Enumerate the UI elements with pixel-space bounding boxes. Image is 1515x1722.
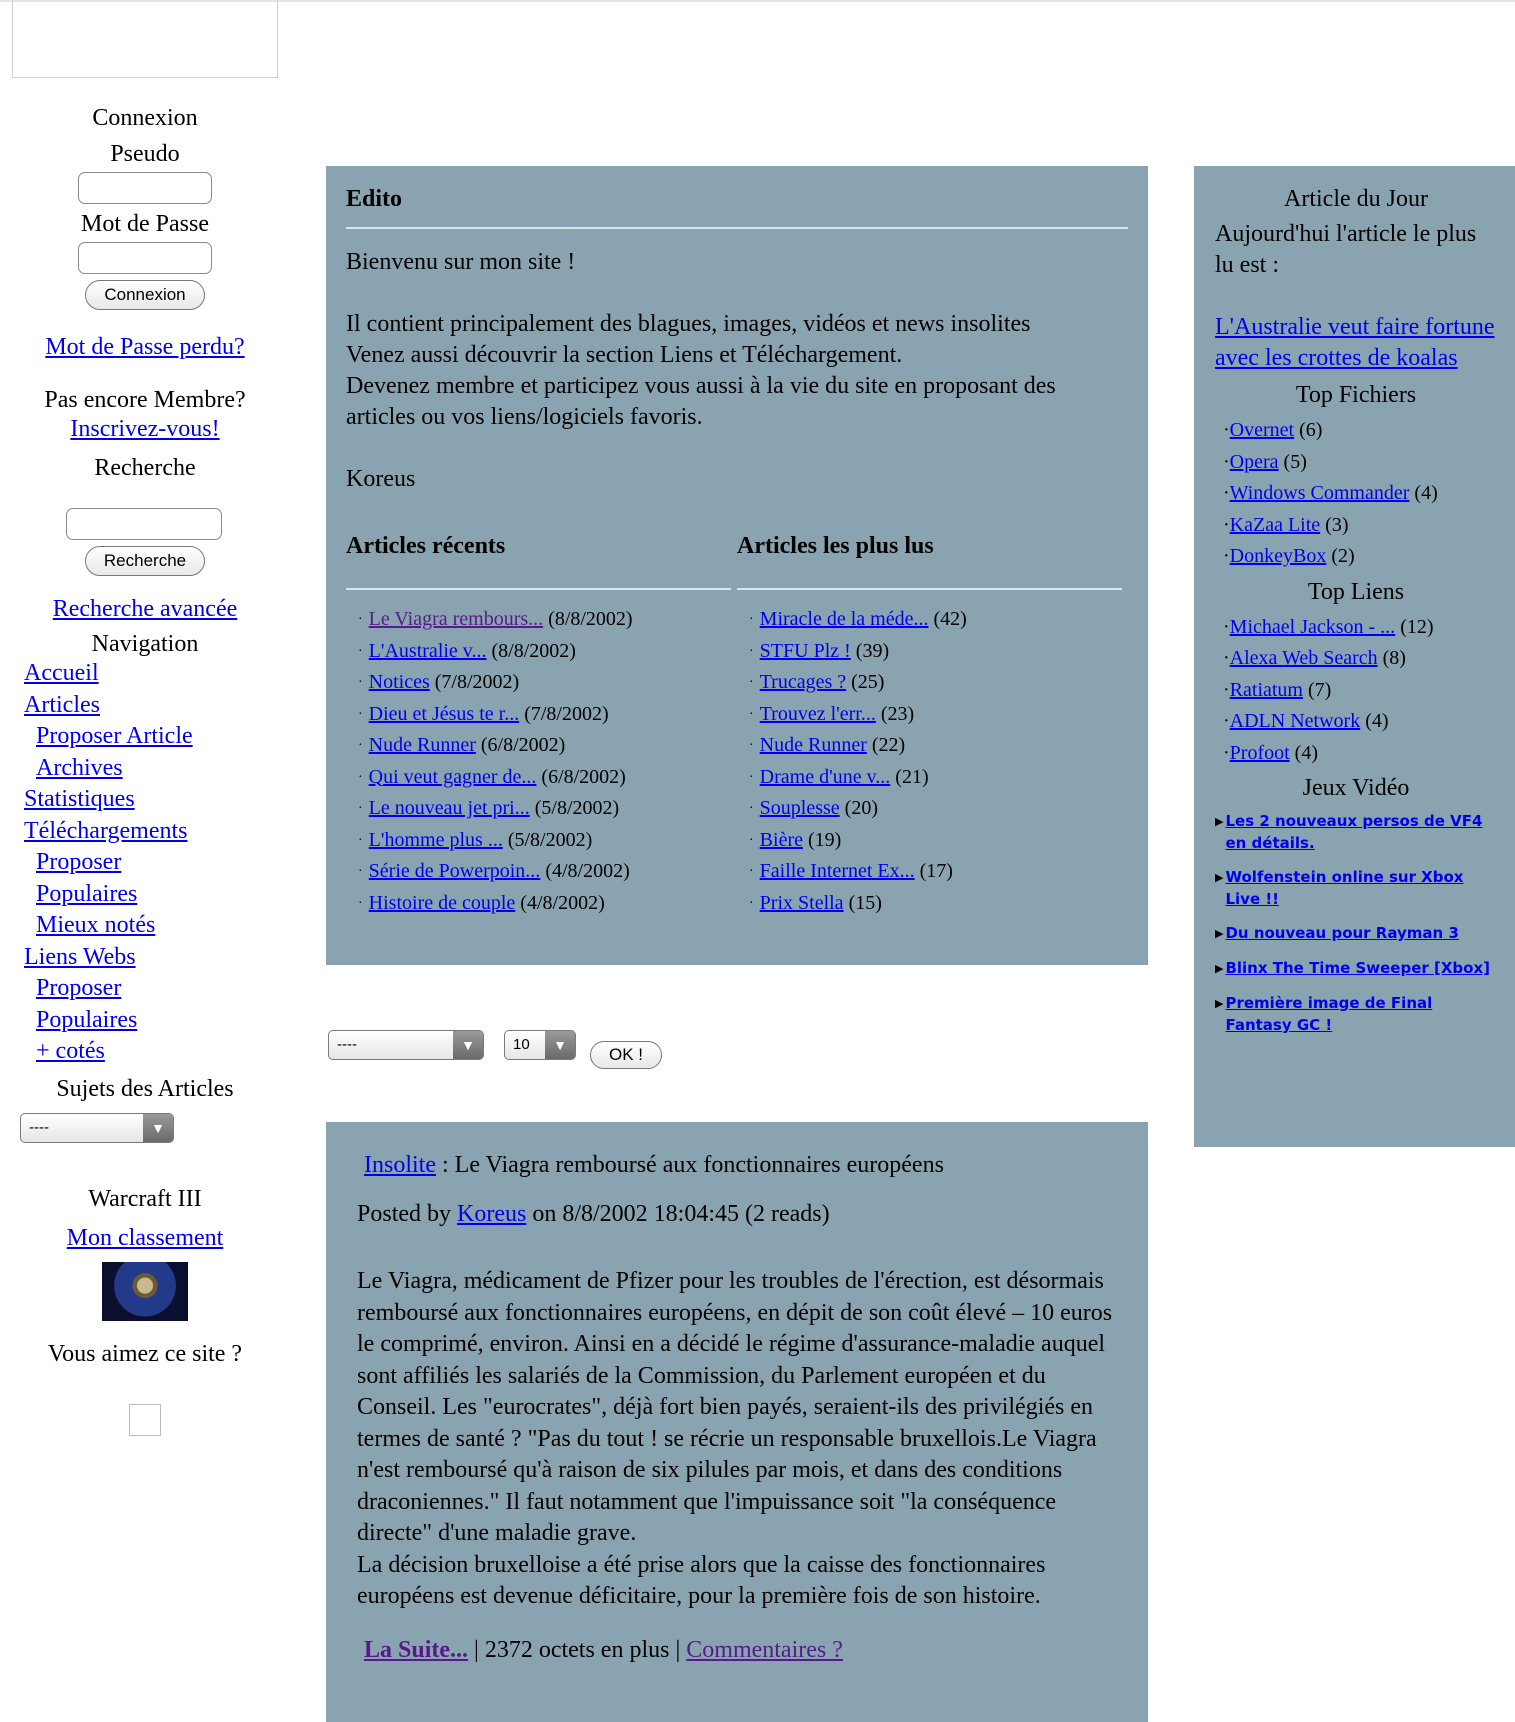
list-item-link[interactable]: Le nouveau jet pri...	[368, 797, 530, 819]
list-item-info: (2)	[1331, 545, 1355, 567]
nav-link[interactable]: Proposer	[36, 849, 122, 875]
recent-articles-title: Articles récents	[346, 533, 506, 559]
list-item-info: (4)	[1414, 482, 1438, 504]
list-item-info: (12)	[1400, 615, 1434, 638]
list-item-link[interactable]: DonkeyBox	[1229, 545, 1327, 567]
list-item	[737, 636, 1122, 668]
bullet-icon: ·	[1223, 615, 1230, 638]
list-item-info: (19)	[807, 828, 842, 851]
list-item-link[interactable]: Qui veut gagner de...	[368, 765, 537, 788]
list-item	[1215, 612, 1497, 644]
lost-password-link[interactable]: Mot de Passe perdu?	[45, 334, 245, 360]
list-item	[346, 888, 731, 920]
triangle-right-icon: ▶	[1215, 927, 1224, 940]
list-item	[1215, 447, 1497, 479]
bullet-icon: ·	[749, 864, 754, 879]
nav-item	[24, 658, 280, 690]
topic-filter-select[interactable]	[328, 1030, 484, 1060]
triangle-right-icon: ▶	[1215, 871, 1224, 884]
list-item-link[interactable]: Le Viagra rembours...	[368, 608, 544, 630]
nav-item	[24, 879, 280, 911]
nav-item	[24, 721, 280, 753]
list-item	[346, 699, 731, 731]
warcraft-title: Warcraft III	[88, 1185, 202, 1212]
triangle-right-icon: ▶	[1215, 815, 1224, 828]
list-item-info: (5/8/2002)	[534, 797, 620, 819]
top-links-title: Top Liens	[1307, 578, 1405, 605]
topic-filter-value: ----	[337, 1036, 357, 1053]
article-title-row	[357, 1152, 1113, 1179]
bullet-icon: ·	[358, 801, 363, 816]
game-news-link[interactable]: Du nouveau pour Rayman 3	[1225, 924, 1459, 942]
bullet-icon: ·	[358, 895, 363, 911]
list-item-info: (8)	[1382, 647, 1406, 669]
not-member-text: Pas encore Membre?	[44, 387, 246, 413]
list-item	[737, 699, 1122, 731]
bullet-icon: ·	[358, 675, 363, 690]
topics-select[interactable]	[20, 1113, 174, 1143]
list-item	[346, 667, 731, 699]
bullet-icon: ·	[1223, 741, 1230, 764]
list-item-info: (25)	[851, 671, 885, 693]
nav-item	[24, 1036, 280, 1068]
nav-link[interactable]: Populaires	[36, 1006, 138, 1033]
bullet-icon: ·	[749, 801, 754, 816]
edito-welcome: Bienvenu sur mon site !	[346, 249, 576, 275]
article-panel	[326, 1122, 1148, 1722]
game-news-link[interactable]: Blinx The Time Sweeper [Xbox]	[1225, 959, 1490, 977]
bullet-icon: ·	[749, 738, 754, 753]
navigation-menu	[10, 658, 280, 1068]
list-item-info: (22)	[871, 734, 906, 756]
article-category-link[interactable]: Insolite	[364, 1152, 436, 1178]
list-item-info: (5)	[1283, 450, 1307, 473]
game-news-item	[1215, 922, 1497, 945]
article-title: : Le Viagra remboursé aux fonctionnaires européens	[436, 1152, 944, 1178]
comments-link[interactable]: Commentaires ?	[686, 1636, 843, 1663]
list-item	[346, 636, 731, 668]
bullet-icon: ·	[749, 643, 754, 659]
nav-item	[24, 816, 280, 848]
chevron-down-icon: ▼	[453, 1031, 483, 1059]
list-item-link[interactable]: Prix Stella	[759, 891, 844, 914]
bullet-icon: ·	[749, 895, 754, 911]
count-select-value: 10	[513, 1036, 530, 1053]
list-item	[346, 856, 731, 888]
game-news-link[interactable]: Wolfenstein online sur Xbox Live !!	[1225, 868, 1464, 908]
top-files-title: Top Fichiers	[1295, 382, 1417, 408]
game-news-link[interactable]: Première image de Final Fantasy GC !	[1225, 994, 1433, 1034]
bullet-icon: ·	[358, 769, 363, 785]
bullet-icon: ·	[358, 612, 363, 627]
pseudo-label: Pseudo	[110, 141, 180, 167]
nav-link[interactable]: Archives	[36, 754, 123, 781]
divider	[346, 227, 1128, 229]
login-title: Connexion	[92, 105, 198, 131]
game-news-link[interactable]: Les 2 nouveaux persos de VF4 en détails.	[1225, 812, 1483, 852]
list-item	[737, 667, 1122, 699]
popular-articles-title: Articles les plus lus	[737, 533, 934, 559]
article-paragraph-1: Le Viagra, médicament de Pfizer pour les troubles de l'érection, est désormais remboursé aux fonctionnaires européens, en dépit de son coût élevé – 10 euros le comprimé, environ. Ainsi en a décidé le régime d'assurance-maladie auquel sont affiliés les salariés de la Commission, du Parlement européen et du Conseil. Les "eurocrates", déjà fort bien payés, seraient-ils des privilégiés en termes de santé ? "Pas du tout ! se récrie un responsable bruxellois.Le Viagra n'est remboursé qu'à raison de six pilules par mois, et dans des conditions draconiennes." Il faut notamment que l'impuissance soit "la conséquence directe" d'une maladie grave.	[357, 1268, 1113, 1546]
list-item-info: (7)	[1308, 678, 1332, 701]
list-item	[1215, 643, 1497, 675]
list-item-info: (4)	[1294, 741, 1318, 764]
list-item-info: (8/8/2002)	[491, 639, 576, 662]
bullet-icon: ·	[358, 832, 363, 848]
bullet-icon: ·	[1223, 710, 1230, 732]
nav-item	[24, 753, 280, 785]
article-of-day-intro: Aujourd'hui l'article le plus lu est :	[1215, 221, 1477, 278]
bullet-icon: ·	[358, 864, 363, 879]
list-item-link[interactable]: Dieu et Jésus te r...	[368, 702, 520, 725]
article-paragraph-2: La décision bruxelloise a été prise alors que la caisse des fonctionnaires européens est devenue déficitaire, pour la première fois de son histoire.	[357, 1551, 1046, 1609]
game-news-item	[1215, 810, 1497, 854]
nav-link[interactable]: Liens Webs	[24, 943, 136, 970]
bullet-icon: ·	[1223, 678, 1230, 701]
posted-by-label: Posted by	[357, 1201, 458, 1227]
list-item-link[interactable]: Trucages ?	[759, 671, 847, 693]
bullet-icon: ·	[358, 706, 363, 722]
article-controls	[328, 1030, 662, 1069]
list-item-info: (6/8/2002)	[480, 734, 566, 756]
read-more-link[interactable]: La Suite...	[364, 1636, 469, 1663]
list-item-info: (17)	[919, 860, 953, 882]
posted-on: on 8/8/2002 18:04:45 (2 reads)	[526, 1201, 830, 1227]
list-item-info: (4)	[1365, 710, 1389, 732]
list-item-info: (6)	[1299, 419, 1323, 441]
list-item	[1215, 510, 1497, 542]
popular-articles	[737, 533, 1128, 919]
password-input[interactable]	[78, 242, 212, 274]
more-info: | 2372 octets en plus |	[468, 1636, 687, 1663]
list-item	[737, 825, 1122, 857]
author-link[interactable]: Koreus	[457, 1201, 527, 1227]
list-item-link[interactable]: Ratiatum	[1229, 678, 1303, 701]
nav-link[interactable]: Mieux notés	[36, 912, 156, 938]
search-title: Recherche	[94, 455, 196, 481]
right-sidebar	[1194, 166, 1515, 1147]
list-item-link[interactable]: Profoot	[1229, 741, 1290, 764]
register-link[interactable]: Inscrivez-vous!	[70, 416, 220, 442]
nav-link[interactable]: Proposer	[36, 975, 122, 1001]
bullet-icon: ·	[1223, 647, 1230, 669]
chevron-down-icon: ▼	[545, 1031, 575, 1059]
list-item-link[interactable]: Bière	[759, 828, 803, 851]
nav-item	[24, 784, 280, 816]
bullet-icon: ·	[749, 675, 754, 690]
bullet-icon: ·	[1223, 482, 1230, 504]
divider	[346, 588, 731, 590]
nav-item	[24, 690, 280, 722]
list-item	[346, 730, 731, 762]
list-item-link[interactable]: ADLN Network	[1229, 710, 1361, 732]
list-item	[1215, 415, 1497, 447]
list-item-link[interactable]: STFU Plz !	[759, 639, 851, 662]
list-item-link[interactable]: Notices	[368, 671, 430, 693]
list-item	[1215, 706, 1497, 738]
nav-item	[24, 847, 280, 879]
bullet-icon: ·	[1223, 513, 1230, 536]
warcraft-avatar[interactable]	[102, 1262, 188, 1321]
list-item-info: (42)	[933, 608, 967, 630]
list-item-info: (8/8/2002)	[548, 608, 633, 630]
chevron-down-icon: ▼	[143, 1114, 173, 1142]
list-item	[346, 762, 731, 794]
list-item	[737, 730, 1122, 762]
edito-title: Edito	[346, 186, 403, 212]
list-item-link[interactable]: Miracle de la méde...	[759, 608, 929, 630]
triangle-right-icon: ▶	[1215, 997, 1224, 1010]
list-item	[346, 793, 731, 825]
list-item	[737, 888, 1122, 920]
list-item	[1215, 675, 1497, 707]
list-item-info: (15)	[848, 891, 882, 914]
edito-line-3: Devenez membre et participez vous aussi à la vie du site en proposant des articles ou vos liens/logiciels favoris.	[346, 373, 1056, 430]
like-widget[interactable]	[129, 1404, 161, 1436]
article-meta	[357, 1201, 1113, 1228]
nav-link[interactable]: Articles	[24, 691, 100, 718]
topics-select-value: ----	[29, 1118, 49, 1136]
bullet-icon: ·	[749, 832, 754, 848]
list-item-info: (7/8/2002)	[524, 702, 609, 725]
list-item-link[interactable]: Alexa Web Search	[1229, 647, 1378, 669]
list-item-info: (5/8/2002)	[507, 828, 593, 851]
bullet-icon: ·	[358, 643, 363, 659]
nav-item	[24, 942, 280, 974]
list-item	[1215, 478, 1497, 510]
nav-link[interactable]: Téléchargements	[24, 817, 188, 844]
list-item-info: (39)	[855, 639, 890, 662]
ranking-link[interactable]: Mon classement	[66, 1224, 224, 1251]
list-item-link[interactable]: L'Australie v...	[368, 639, 487, 662]
list-item-link[interactable]: Opera	[1229, 450, 1279, 473]
list-item-link[interactable]: Nude Runner	[759, 734, 867, 756]
edito-signature: Koreus	[346, 466, 416, 492]
list-item-link[interactable]: Souplesse	[759, 797, 840, 819]
list-item-link[interactable]: Histoire de couple	[368, 891, 516, 914]
list-item-link[interactable]: KaZaa Lite	[1229, 513, 1321, 536]
list-item-info: (3)	[1325, 513, 1349, 536]
like-text: Vous aimez ce site ?	[47, 1340, 243, 1367]
list-item	[1215, 738, 1497, 770]
article-body	[357, 1266, 1113, 1613]
list-item-info: (7/8/2002)	[434, 671, 520, 693]
left-sidebar	[10, 100, 280, 1436]
bullet-icon: ·	[749, 612, 754, 627]
list-item	[737, 762, 1122, 794]
edito-panel	[326, 166, 1148, 965]
nav-item	[24, 973, 280, 1005]
list-item-info: (6/8/2002)	[541, 765, 626, 788]
list-item	[1215, 541, 1497, 573]
ok-button[interactable]: OK !	[590, 1041, 662, 1069]
list-item-link[interactable]: Windows Commander	[1229, 482, 1410, 504]
list-item-info: (20)	[844, 797, 878, 819]
list-item	[737, 793, 1122, 825]
edito-line-2: Venez aussi découvrir la section Liens et Téléchargement.	[346, 342, 903, 368]
game-news-item	[1215, 866, 1497, 910]
list-item-info: (4/8/2002)	[545, 860, 630, 882]
triangle-right-icon: ▶	[1215, 962, 1224, 975]
game-news-item	[1215, 957, 1497, 980]
article-footer	[357, 1637, 1113, 1664]
article-of-day-link[interactable]: L'Australie veut faire fortune avec les crottes de koalas	[1215, 314, 1495, 371]
nav-link[interactable]: Proposer Article	[36, 723, 193, 749]
nav-item	[24, 910, 280, 942]
list-item-link[interactable]: Faille Internet Ex...	[759, 860, 915, 882]
bullet-icon: ·	[1223, 545, 1230, 567]
list-item	[737, 604, 1122, 636]
list-item-link[interactable]: L'homme plus ...	[368, 828, 503, 851]
video-games-title: Jeux Vidéo	[1302, 775, 1410, 801]
list-item-info: (23)	[880, 702, 915, 725]
password-label: Mot de Passe	[81, 211, 209, 237]
list-item	[346, 825, 731, 857]
nav-link[interactable]: Populaires	[36, 880, 138, 907]
login-button[interactable]: Connexion	[85, 280, 204, 310]
list-item	[346, 604, 731, 636]
count-select[interactable]	[504, 1030, 576, 1060]
bullet-icon: ·	[1223, 450, 1230, 473]
article-of-day-title: Article du Jour	[1284, 186, 1428, 212]
nav-link[interactable]: Accueil	[24, 660, 99, 686]
list-item-info: (21)	[895, 765, 929, 788]
nav-item	[24, 1005, 280, 1037]
list-item-link[interactable]: Michael Jackson - ...	[1229, 615, 1396, 638]
bullet-icon: ·	[1223, 419, 1230, 441]
list-item	[737, 856, 1122, 888]
bullet-icon: ·	[358, 738, 363, 753]
edito-line-1: Il contient principalement des blagues, images, vidéos et news insolites	[346, 311, 1031, 337]
nav-link[interactable]: + cotés	[36, 1038, 105, 1064]
advanced-search-link[interactable]: Recherche avancée	[52, 596, 238, 622]
recent-articles	[346, 533, 737, 919]
nav-link[interactable]: Statistiques	[24, 786, 135, 812]
list-item-link[interactable]: Overnet	[1229, 419, 1295, 441]
navigation-title: Navigation	[91, 631, 199, 657]
list-item-info: (4/8/2002)	[520, 891, 605, 914]
bullet-icon: ·	[749, 769, 754, 785]
list-item-link[interactable]: Trouvez l'err...	[759, 702, 876, 725]
list-item-link[interactable]: Drame d'une v...	[759, 765, 891, 788]
search-input[interactable]	[66, 508, 222, 540]
list-item-link[interactable]: Série de Powerpoin...	[368, 860, 541, 882]
pseudo-input[interactable]	[78, 172, 212, 204]
game-news-item	[1215, 992, 1497, 1036]
list-item-link[interactable]: Nude Runner	[368, 734, 476, 756]
search-button[interactable]: Recherche	[85, 546, 205, 576]
bullet-icon: ·	[749, 706, 754, 722]
site-logo-box	[12, 0, 278, 78]
divider	[737, 588, 1122, 590]
topics-title: Sujets des Articles	[56, 1075, 234, 1102]
